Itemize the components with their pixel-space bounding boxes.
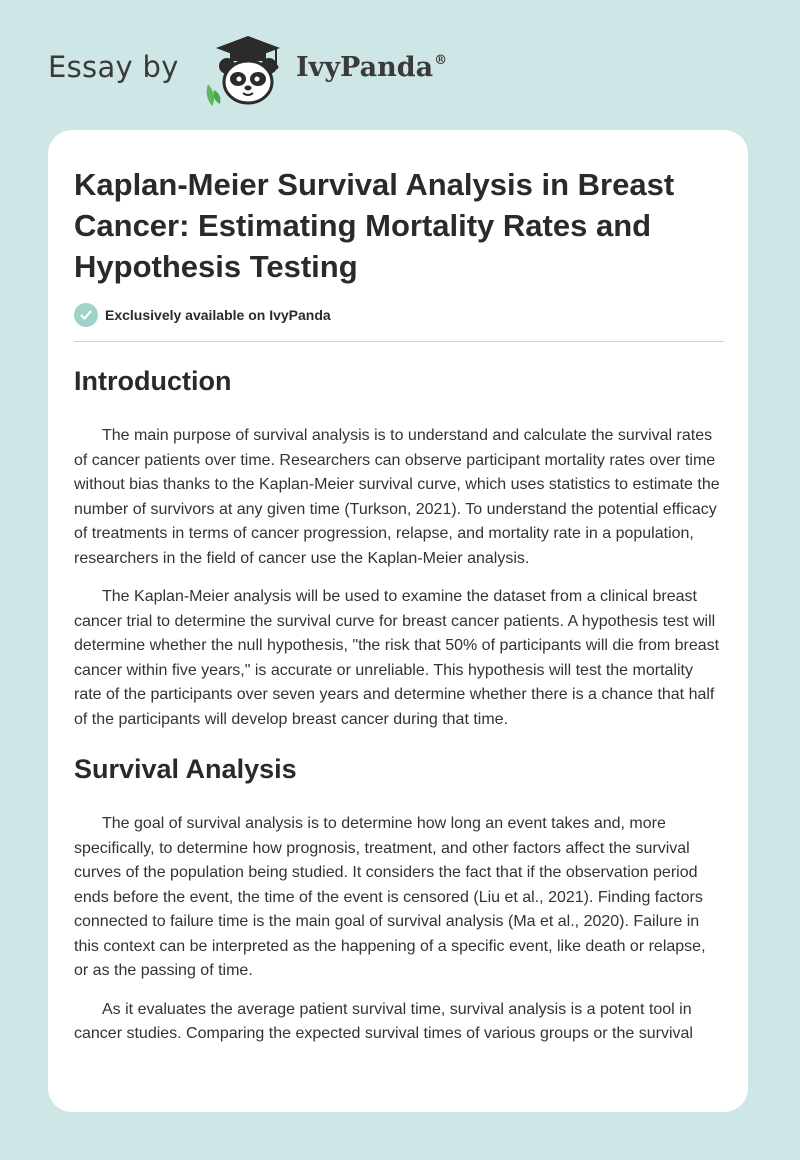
essay-title: Kaplan-Meier Survival Analysis in Breast Cancer: Estimating Mortality Rates and Hypothesis Testing — [74, 167, 675, 284]
registered-mark: ® — [434, 53, 448, 68]
paragraph: The goal of survival analysis is to determine how long an event takes and, more specifically, to determine how prognosis, treatment, and other factors affect the survival curves of the population being studied. It considers the fact that if the observation period ends before the event, the time of the event is censored (Liu et al., 2021). Finding factors connected to failure time is the main goal of survival analysis (Ma et al., 2020). Failure in this context can be interpreted as the happening of a specific event, like death or relapse, or as the passing of time. — [74, 815, 706, 979]
paragraph: The main purpose of survival analysis is to understand and calculate the survival rates of cancer patients over time. Researchers can observe participant mortality rates over time without bias thanks to the Kaplan-Meier survival curve, which uses statistics to estimate the number of survivors at any given time (Turkson, 2021). To understand the potential efficacy of treatments in terms of cancer progression, relapse, and mortality rate in a population, researchers in the field of cancer use the Kaplan-Meier analysis. — [74, 427, 720, 567]
essay-card — [48, 130, 748, 1112]
brand-name[interactable]: IvyPanda® — [296, 52, 448, 83]
essay-content — [74, 164, 724, 1047]
section-heading: Survival Analysis — [74, 754, 297, 784]
section-heading: Introduction — [74, 366, 232, 396]
paragraph: As it evaluates the average patient survival time, survival analysis is a potent tool in cancer studies. Comparing the expected survival times of various groups or the survival — [74, 1000, 693, 1042]
badge-text: Exclusively available on IvyPanda — [105, 307, 331, 323]
divider — [74, 341, 724, 342]
paragraph: The Kaplan-Meier analysis will be used to examine the dataset from a clinical breast cancer trial to determine the survival curve for breast cancer patients. A hypothesis test will determine whether the null hypothesis, "the risk that 50% of participants will die from breast cancer within five years," is accurate or unreliable. This hypothesis will test the mortality rate of the participants over seven years and determine whether there is a chance that half of the participants will develop breast cancer during that time. — [74, 588, 720, 728]
site-header — [0, 0, 800, 120]
exclusive-badge — [74, 303, 724, 327]
check-circle-icon — [74, 303, 98, 327]
brand-prefix: Essay by — [48, 50, 179, 84]
panda-graduate-icon[interactable] — [200, 34, 292, 110]
